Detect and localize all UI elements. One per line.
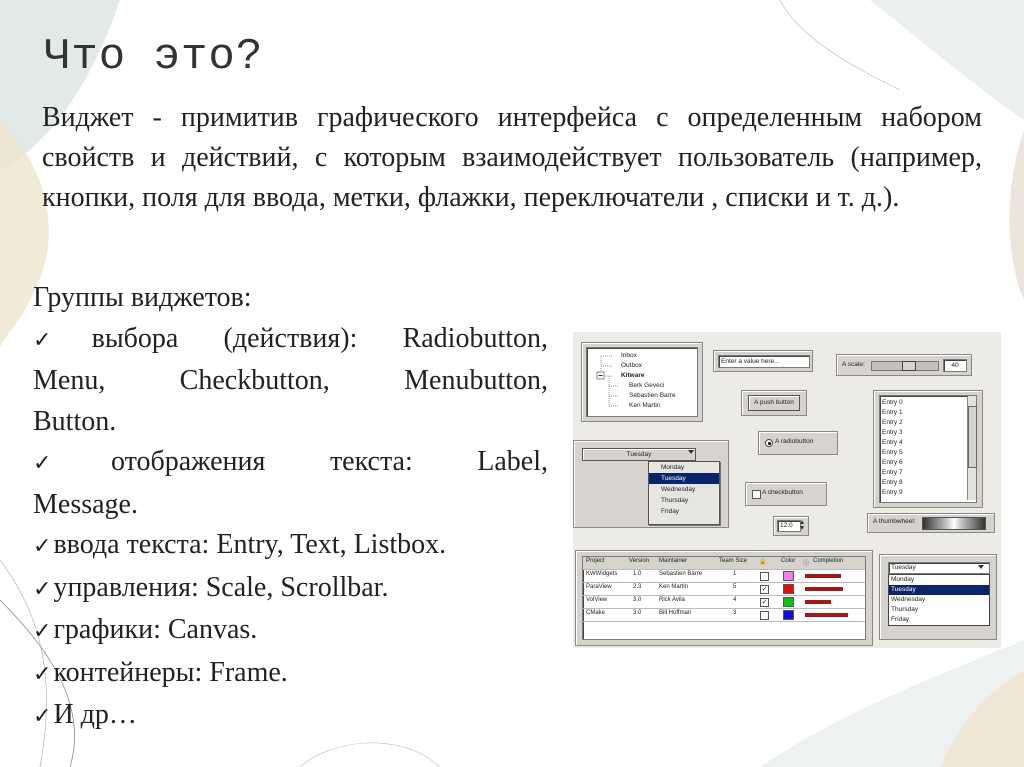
project-cell: VolView: [586, 597, 608, 603]
listbox-scrollbar[interactable]: [967, 396, 976, 500]
widget-groups-list: [33, 278, 548, 738]
list-item: ✓выбора (действия): Radiobutton,: [33, 322, 549, 354]
option-menu-item[interactable]: Wednesday: [661, 486, 696, 493]
completion-bar: [805, 600, 831, 604]
tree-widget[interactable]: [586, 347, 698, 417]
tree-item[interactable]: Berk Geveci: [629, 382, 665, 389]
scale-slider-handle[interactable]: [902, 361, 916, 371]
listbox-items: [882, 398, 903, 498]
thumbwheel-label: A thumbwheel:: [873, 518, 916, 525]
completion-bar: [805, 613, 848, 617]
check-mark-icon: ✓: [33, 327, 90, 353]
scale-frame: [836, 354, 972, 376]
spin-down-icon[interactable]: [800, 526, 804, 530]
option-menu-item[interactable]: Tuesday: [649, 473, 719, 484]
scale-label: A scale:: [842, 361, 865, 368]
color-swatch[interactable]: [783, 610, 794, 620]
column-header[interactable]: Project: [586, 558, 605, 564]
listbox-item[interactable]: Entry 5: [882, 449, 903, 456]
scale-value[interactable]: 40: [943, 359, 967, 372]
check-mark-icon: ✓: [33, 576, 52, 602]
version-cell: 2.3: [633, 584, 642, 590]
listbox-item[interactable]: Entry 6: [882, 459, 903, 466]
combobox-item[interactable]: Thursday: [891, 606, 919, 613]
listbox-item[interactable]: Entry 8: [882, 479, 903, 486]
table-row[interactable]: [583, 583, 865, 596]
groups-heading: Группы виджетов:: [33, 282, 252, 313]
color-swatch[interactable]: [783, 571, 794, 581]
maintainer-cell: Bill Hoffman: [659, 610, 692, 616]
option-menu-item[interactable]: Friday: [661, 508, 680, 515]
column-header[interactable]: Version: [629, 558, 650, 564]
listbox[interactable]: [879, 395, 977, 503]
table-row[interactable]: [583, 609, 865, 622]
list-item-continuation: Message.: [33, 488, 138, 520]
checkbutton-label[interactable]: A checkbutton: [762, 489, 803, 496]
list-item: ✓отображения текста: Label,: [33, 446, 549, 477]
option-menu-item[interactable]: Monday: [661, 464, 685, 471]
chevron-down-icon: [688, 450, 694, 454]
entry-frame: [713, 350, 813, 372]
combobox-item[interactable]: Monday: [891, 576, 915, 583]
column-header[interactable]: Completion: [813, 558, 844, 564]
list-item-continuation: Button.: [33, 405, 117, 437]
listbox-item[interactable]: Entry 7: [882, 469, 903, 476]
tree-item[interactable]: Sebastien Barre: [629, 392, 676, 399]
option-menu-frame: [573, 440, 729, 528]
chevron-down-icon[interactable]: [978, 565, 984, 569]
column-header[interactable]: Maintainer: [659, 558, 688, 564]
completion-bar: [805, 574, 841, 578]
list-item: ✓И др…: [33, 699, 137, 730]
project-cell: CMake: [586, 610, 606, 616]
project-cell: ParaView: [586, 584, 612, 590]
row-checkbox-icon[interactable]: ✓: [761, 599, 768, 606]
tree-item[interactable]: Inbox: [621, 352, 637, 359]
checkbox-icon[interactable]: [752, 490, 761, 499]
combobox-field[interactable]: Tuesday: [888, 562, 990, 574]
listbox-item[interactable]: Entry 2: [882, 419, 903, 426]
column-header[interactable]: Team Size: [719, 558, 748, 564]
version-cell: 3.0: [633, 597, 642, 603]
list-item-continuation: Menu, Checkbutton, Menubutton,: [33, 365, 548, 396]
version-cell: 3.0: [633, 610, 642, 616]
tree-item[interactable]: Kitware: [621, 372, 645, 379]
column-header[interactable]: Color: [781, 558, 796, 564]
radio-circle-icon[interactable]: [765, 439, 773, 447]
thumbwheel-frame: [867, 513, 995, 533]
team-size-cell: 4: [733, 597, 737, 603]
check-mark-icon: ✓: [33, 704, 52, 729]
combobox-item[interactable]: Tuesday: [889, 585, 989, 595]
color-swatch[interactable]: [783, 597, 794, 607]
listbox-item[interactable]: Entry 9: [882, 489, 903, 496]
completion-bar: [805, 587, 843, 591]
checkbutton-frame: [745, 482, 827, 506]
lock-icon: 🔒: [759, 559, 767, 565]
data-table[interactable]: [582, 556, 866, 640]
color-swatch[interactable]: [783, 584, 794, 594]
thumbwheel-control[interactable]: [922, 517, 986, 530]
table-frame: [575, 550, 873, 646]
intro-paragraph: Виджет - примитив графического интерфейса с определенным набором свойств и действий, с которым взаимодействует пользователь (например, кнопки, поля для ввода, метки, флажки, переключатели , списки и т. д.).: [42, 102, 982, 213]
list-item: ✓ввода текста: Entry, Text, Listbox.: [33, 529, 447, 560]
scale-trough[interactable]: [871, 361, 939, 371]
list-item: ✓графики: Canvas.: [33, 614, 258, 645]
row-checkbox-icon[interactable]: ✓: [761, 586, 768, 593]
listbox-frame: [873, 390, 983, 508]
option-menu-item[interactable]: Thursday: [661, 497, 689, 504]
push-button-frame: [741, 390, 807, 416]
radio-dot-icon: [768, 442, 771, 445]
table-header-row: [583, 557, 865, 570]
spinbox-value[interactable]: 12.0: [777, 520, 801, 532]
combobox-dropdown[interactable]: [888, 574, 990, 626]
tree-item[interactable]: Ken Martin: [629, 402, 661, 409]
team-size-cell: 5: [733, 584, 737, 590]
tree-item[interactable]: Outbox: [621, 362, 642, 369]
check-mark-icon: ✓: [33, 534, 52, 559]
version-cell: 1.0: [633, 571, 642, 577]
team-size-cell: 1: [733, 571, 737, 577]
entry-field[interactable]: Enter a value here...: [718, 355, 810, 368]
spin-up-icon[interactable]: [800, 520, 804, 524]
check-mark-icon: ✓: [33, 619, 52, 644]
listbox-item[interactable]: Entry 1: [882, 409, 903, 416]
row-checkbox-icon[interactable]: [760, 611, 769, 620]
radiobutton-label[interactable]: A radiobutton: [775, 438, 814, 445]
table-row[interactable]: [583, 596, 865, 609]
team-size-cell: 3: [733, 610, 737, 616]
combobox-item[interactable]: Wednesday: [891, 596, 926, 603]
project-cell: KWWidgets: [586, 571, 618, 577]
maintainer-cell: Rick Avila: [659, 597, 685, 603]
scrollbar-thumb[interactable]: [968, 406, 977, 468]
combobox-item[interactable]: Friday: [891, 616, 910, 623]
check-mark-icon: ✓: [33, 661, 52, 687]
option-menu-button[interactable]: Tuesday: [582, 448, 696, 461]
radiobutton-frame: [758, 431, 838, 455]
table-row[interactable]: [583, 570, 865, 583]
combobox-frame: [879, 554, 997, 640]
tree-frame: [581, 342, 703, 422]
list-item: ✓управления: Scale, Scrollbar.: [33, 571, 389, 603]
info-icon: ⓘ: [803, 561, 810, 567]
spinbox-frame: [773, 516, 809, 536]
maintainer-cell: Ken Martin: [659, 584, 689, 590]
list-item: ✓контейнеры: Frame.: [33, 656, 288, 688]
slide-title: Что это?: [44, 32, 264, 82]
listbox-item[interactable]: Entry 3: [882, 429, 903, 436]
listbox-item[interactable]: Entry 4: [882, 439, 903, 446]
listbox-item[interactable]: Entry 0: [882, 399, 903, 406]
row-checkbox-icon[interactable]: [760, 572, 769, 581]
maintainer-cell: Sebastien Barre: [659, 571, 703, 577]
check-mark-icon: ✓: [33, 451, 109, 476]
option-menu-dropdown[interactable]: [648, 461, 720, 525]
push-button[interactable]: A push button: [748, 395, 800, 411]
widgets-screenshot: [573, 332, 1003, 650]
